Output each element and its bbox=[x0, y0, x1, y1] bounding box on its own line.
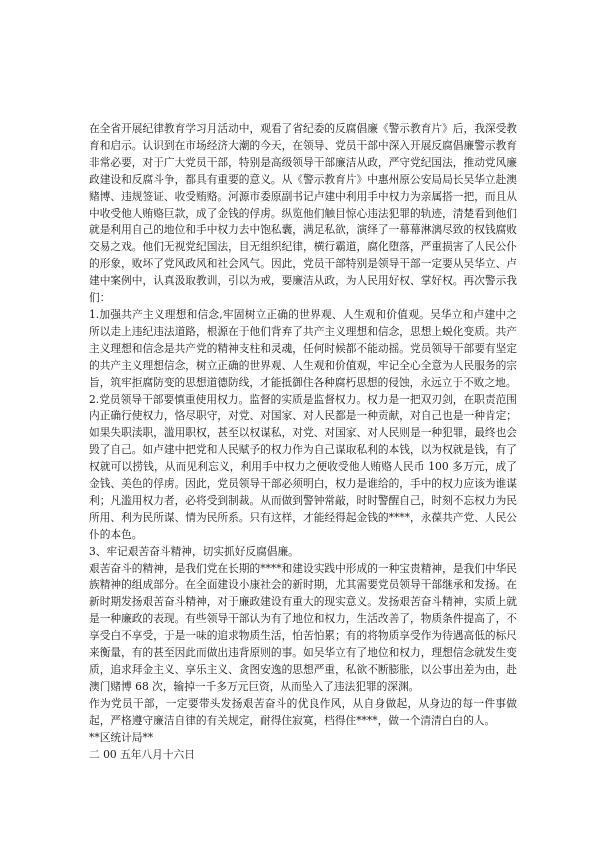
paragraph-point-3-body: 艰苦奋斗的精神，是我们党在长期的****和建设实践中形成的一种宝贵精神，是我们中华民族精神的组成部分。在全面建设小康社会的新时期，尤其需要党员领导干部继承和发扬。在新时期发扬艰苦奋斗精神，对于廉政建设有重大的现实意义。发扬艰苦奋斗精神，实质上就是一种廉政的表现。有些领导干部认为有了地位和权力，生活改善了，物质条件提高了，不享受白不享受，于是一味的追求物质生活，怕苦怕累；有的将物质享受作为待遇高低的标尺来衡量，有的甚至因此而做出违背原则的事。如吴华立有了地位和权力，理想信念就发生变质，追求拜金主义、享乐主义、贪图安逸的思想严重，私欲不断膨胀，以公事出差为由，赴澳门赌博 68 次，输掉一千多万元巨资，从而坠入了违法犯罪的深渊。 bbox=[89, 561, 517, 693]
signature-organization: **区统计局** bbox=[89, 730, 154, 744]
paragraph-point-3-heading: 3、牢记艰苦奋斗精神，切实抓好反腐倡廉。 bbox=[89, 544, 299, 558]
signature-date: 二 00 五年八月十六日 bbox=[89, 747, 195, 761]
paragraph-point-1: 1.加强共产主义理想和信念,牢固树立正确的世界观、人生观和价值观。吴华立和卢建中之所以走上违纪违法道路，根源在于他们背弃了共产主义理想和信念，思想上蜕化变质。共产主义理想和信念是共产党的精神支柱和灵魂，任何时候都不能动摇。党员领导干部要有坚定的共产主义理想信念，树立正确的世界观、人生观和价值观，牢记全心全意为人民服务的宗旨，筑牢拒腐防变的思想道德防线，才能抵御住各种腐朽思想的侵蚀，永远立于不败之地。 bbox=[89, 307, 517, 389]
document-body bbox=[89, 121, 517, 763]
paragraph-point-2: 2.党员领导干部要慎重使用权力。监督的实质是监督权力。权力是一把双刃剑，在职责范围内正确行使权力，恪尽职守，对党、对国家、对人民都是一种贡献，对自己也是一种肯定；如果失职渎职，滥用职权，甚至以权谋私，对党、对国家、对人民则是一种犯罪，最终也会毁了自己。如卢建中把党和人民赋予的权力作为自己谋取私利的本钱，以为权就是钱，有了权就可以捞钱，从而见利忘义，利用手中权力之便收受他人贿赂人民币 100 多万元，成了金钱、美色的俘虏。因此，党员领导干部必须明白，权力是谁给的，手中的权力应该为谁谋利；凡滥用权力者，必将受到制裁。从而做到警钟常敲，时时警醒自己，时刻不忘权力为民所用、利为民所谋、情为民所系。只有这样，才能经得起金钱的****，永葆共产党、人民公仆的本色。 bbox=[89, 392, 517, 541]
paragraph-conclusion: 作为党员干部，一定要带头发扬艰苦奋斗的优良作风，从自身做起，从身边的每一件事做起，严格遵守廉洁自律的有关规定，耐得住寂寞，档得住****，做一个清清白白的人。 bbox=[89, 696, 517, 727]
paragraph-intro: 在全省开展纪律教育学习月活动中，观看了省纪委的反腐倡廉《警示教育片》后，我深受教育和启示。认识到在市场经济大潮的今天，在领导、党员干部中深入开展反腐倡廉警示教育非常必要，对于广大党员干部，特别是高级领导干部廉洁从政，严守党纪国法，推动党风廉政建设和反腐斗争，都具有重要的意义。从《警示教育片》中惠州原公安局局长吴华立赴澳赌博、违规签证、收受贿赂。河源市委原副书记卢建中利用手中权力为亲属搭一把，而且从中收受他人贿赂巨款，成了金钱的俘虏。纵览他们触目惊心违法犯罪的轨迹，清楚看到他们就是利用自己的地位和手中权力去中饱私囊，满足私欲，演绎了一幕幕淋漓尽致的权钱腐败交易之戏。他们无视党纪国法，目无组织纪律，横行霸道，腐化堕落，严重损害了人民公仆的形象，败坏了党风政风和社会风气。因此，党员干部特别是领导干部一定要从吴华立、卢建中案例中，认真汲取教训，引以为戒，要廉洁从政，为人民用好权、掌好权。再次警示我们： bbox=[89, 122, 517, 305]
